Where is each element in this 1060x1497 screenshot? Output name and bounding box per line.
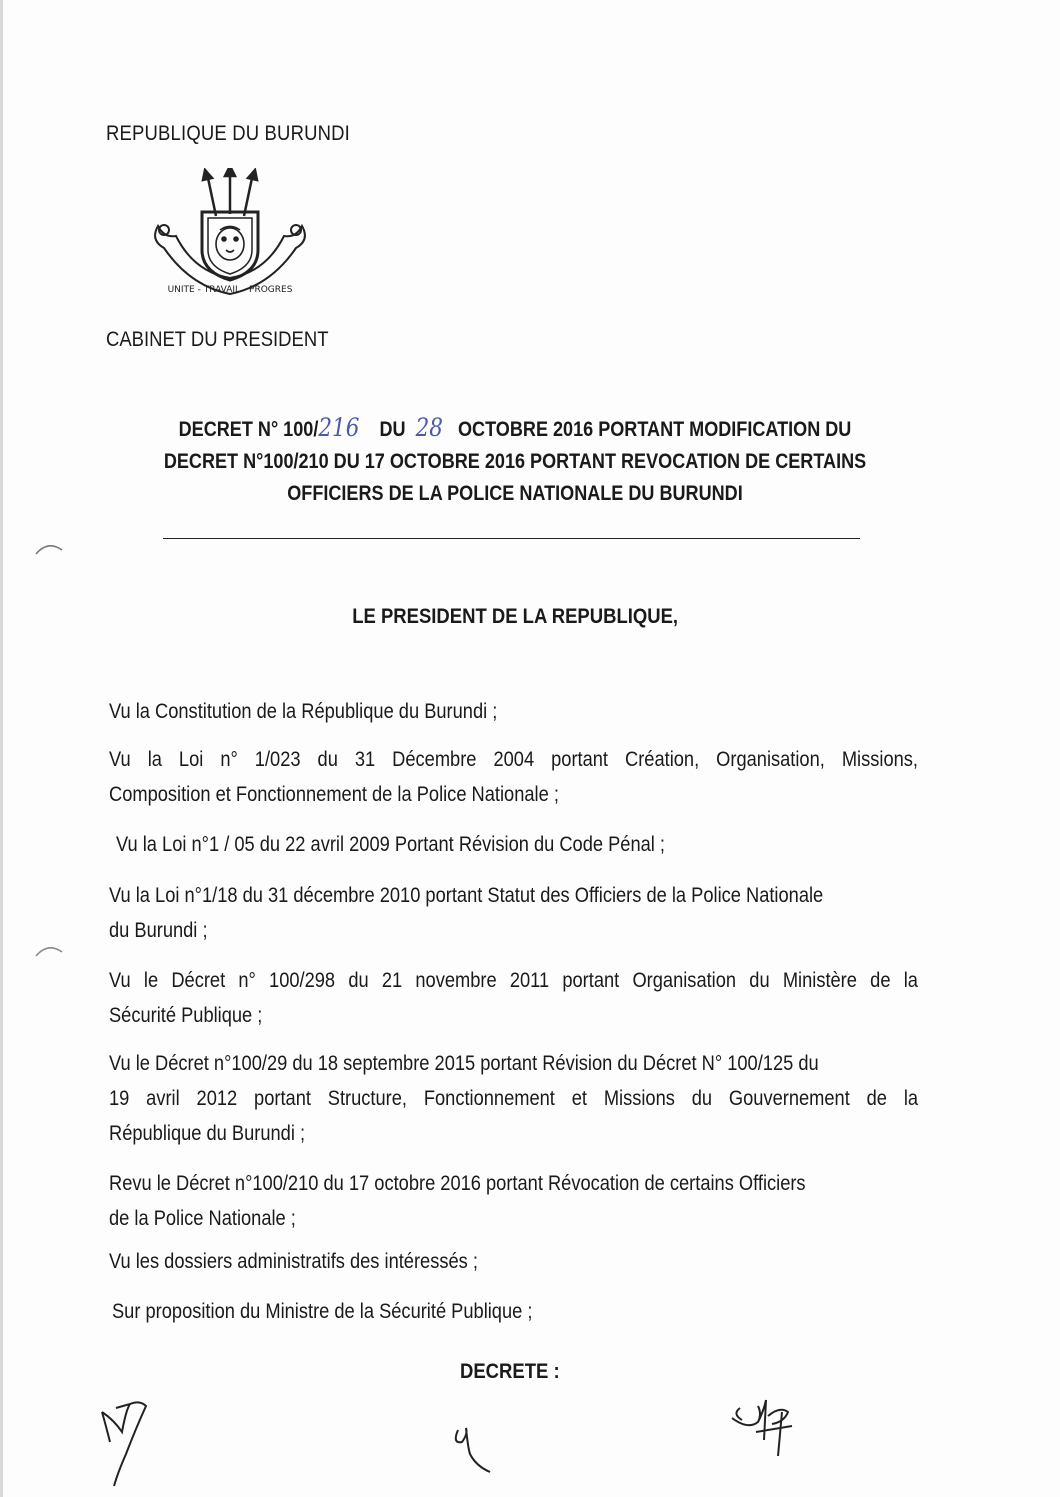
- justified-word: 2011: [509, 969, 550, 992]
- justified-word: novembre: [415, 969, 497, 992]
- handwritten-initial-middle: [450, 1420, 500, 1480]
- justified-word: n°: [220, 748, 238, 771]
- justified-word: Création,: [625, 748, 700, 771]
- justified-word: de: [870, 969, 891, 992]
- justified-word: la: [147, 748, 162, 771]
- justified-word: 31: [354, 748, 376, 771]
- visa-code-penal: Vu la Loi n°1 / 05 du 22 avril 2009 Portant Révision du Code Pénal ;: [116, 833, 665, 856]
- handwritten-day: 28: [415, 413, 443, 442]
- burundi-coat-of-arms-icon: [150, 168, 310, 308]
- handwritten-initial-right: [728, 1392, 808, 1462]
- visa-revu-decret: Revu le Décret n°100/210 du 17 octobre 2016 portant Révocation de certains Officiers de la Police Nationale ;: [109, 1172, 806, 1230]
- justified-word: et: [571, 1087, 587, 1110]
- justified-word: Organisation: [632, 969, 737, 992]
- visa-loi-police: Vu la Loi n° 1/023 du 31 Décembre 2004 portant Création, Organisation, Missions, Composition et Fonctionnement de la Police Nationale ;: [109, 742, 1019, 812]
- justified-word: du: [317, 748, 338, 771]
- decree-title-line-1: DECRET N° 100/216 DU 28 OCTOBRE 2016 PORTANT MODIFICATION DU: [178, 413, 852, 442]
- republic-heading: REPUBLIQUE DU BURUNDI: [106, 122, 350, 145]
- decree-title-line-3: OFFICIERS DE LA POLICE NATIONALE DU BURUNDI: [287, 482, 743, 505]
- justified-word: du: [691, 1087, 713, 1110]
- justified-word: Vu: [109, 748, 131, 771]
- visa-dossiers: Vu les dossiers administratifs des intéressés ;: [109, 1250, 478, 1273]
- justified-word: Loi: [178, 748, 204, 771]
- punch-hole-mark-icon: [34, 942, 64, 958]
- visa-constitution: Vu la Constitution de la République du Burundi ;: [109, 700, 498, 723]
- justified-word: avril: [146, 1087, 180, 1110]
- cabinet-heading: CABINET DU PRESIDENT: [106, 328, 329, 351]
- justified-word: Ministère: [782, 969, 857, 992]
- president-heading: LE PRESIDENT DE LA REPUBLIQUE,: [352, 605, 678, 628]
- justified-word: Organisation,: [716, 748, 825, 771]
- justified-word: 100/298: [269, 969, 336, 992]
- visa-proposition: Sur proposition du Ministre de la Sécurité Publique ;: [112, 1300, 533, 1323]
- handwritten-decree-number: 216: [318, 413, 360, 442]
- justified-word: du: [749, 969, 770, 992]
- justified-word: n°: [238, 969, 256, 992]
- decrete-heading: DECRETE :: [460, 1360, 560, 1383]
- justified-word: Gouvernement: [728, 1087, 850, 1110]
- justified-word: Décret: [171, 969, 226, 992]
- justified-word: portant: [562, 969, 620, 992]
- justified-word: 2012: [196, 1087, 238, 1110]
- justified-word: Missions: [603, 1087, 675, 1110]
- justified-word: de: [866, 1087, 887, 1110]
- visa-ministere: Vu le Décret n° 100/298 du 21 novembre 2011 portant Organisation du Ministère de la Sécurité Publique ;: [109, 963, 1019, 1033]
- visa-loi-police-line-1: [109, 742, 918, 777]
- punch-hole-mark-icon: [34, 540, 64, 556]
- justified-word: le: [143, 969, 159, 992]
- justified-word: la: [903, 1087, 919, 1110]
- justified-word: portant: [254, 1087, 311, 1110]
- justified-word: Structure,: [327, 1087, 408, 1110]
- justified-word: Vu: [109, 969, 131, 992]
- decree-title: [60, 412, 970, 510]
- justified-word: Missions,: [841, 748, 918, 771]
- visa-gouvernement: Vu le Décret n°100/29 du 18 septembre 2015 portant Révision du Décret N° 100/125 du 19 avril 2012 portant Structure, Fonctionnement et Missions du Gouvernement de la République du Burundi ;: [109, 1052, 919, 1145]
- visa-gouvernement-line-2: [109, 1081, 918, 1116]
- justified-word: la: [903, 969, 918, 992]
- decree-title-line-2: DECRET N°100/210 DU 17 OCTOBRE 2016 PORTANT REVOCATION DE CERTAINS: [163, 450, 867, 473]
- visa-statut-officiers: Vu la Loi n°1/18 du 31 décembre 2010 portant Statut des Officiers de la Police Nationale du Burundi ;: [109, 884, 824, 942]
- visa-ministere-line-1: [109, 963, 918, 998]
- emblem-motto: UNITE - TRAVAIL - PROGRES: [167, 285, 293, 295]
- justified-word: 2004: [493, 748, 535, 771]
- justified-word: 21: [381, 969, 403, 992]
- justified-word: Décembre: [392, 748, 477, 771]
- title-divider: [163, 538, 860, 539]
- justified-word: portant: [551, 748, 609, 771]
- justified-word: 1/023: [254, 748, 301, 771]
- justified-word: Fonctionnement: [423, 1087, 555, 1110]
- handwritten-initial-left: [96, 1398, 166, 1488]
- scan-edge: [0, 0, 3, 1497]
- justified-word: 19: [109, 1087, 130, 1110]
- justified-word: du: [348, 969, 369, 992]
